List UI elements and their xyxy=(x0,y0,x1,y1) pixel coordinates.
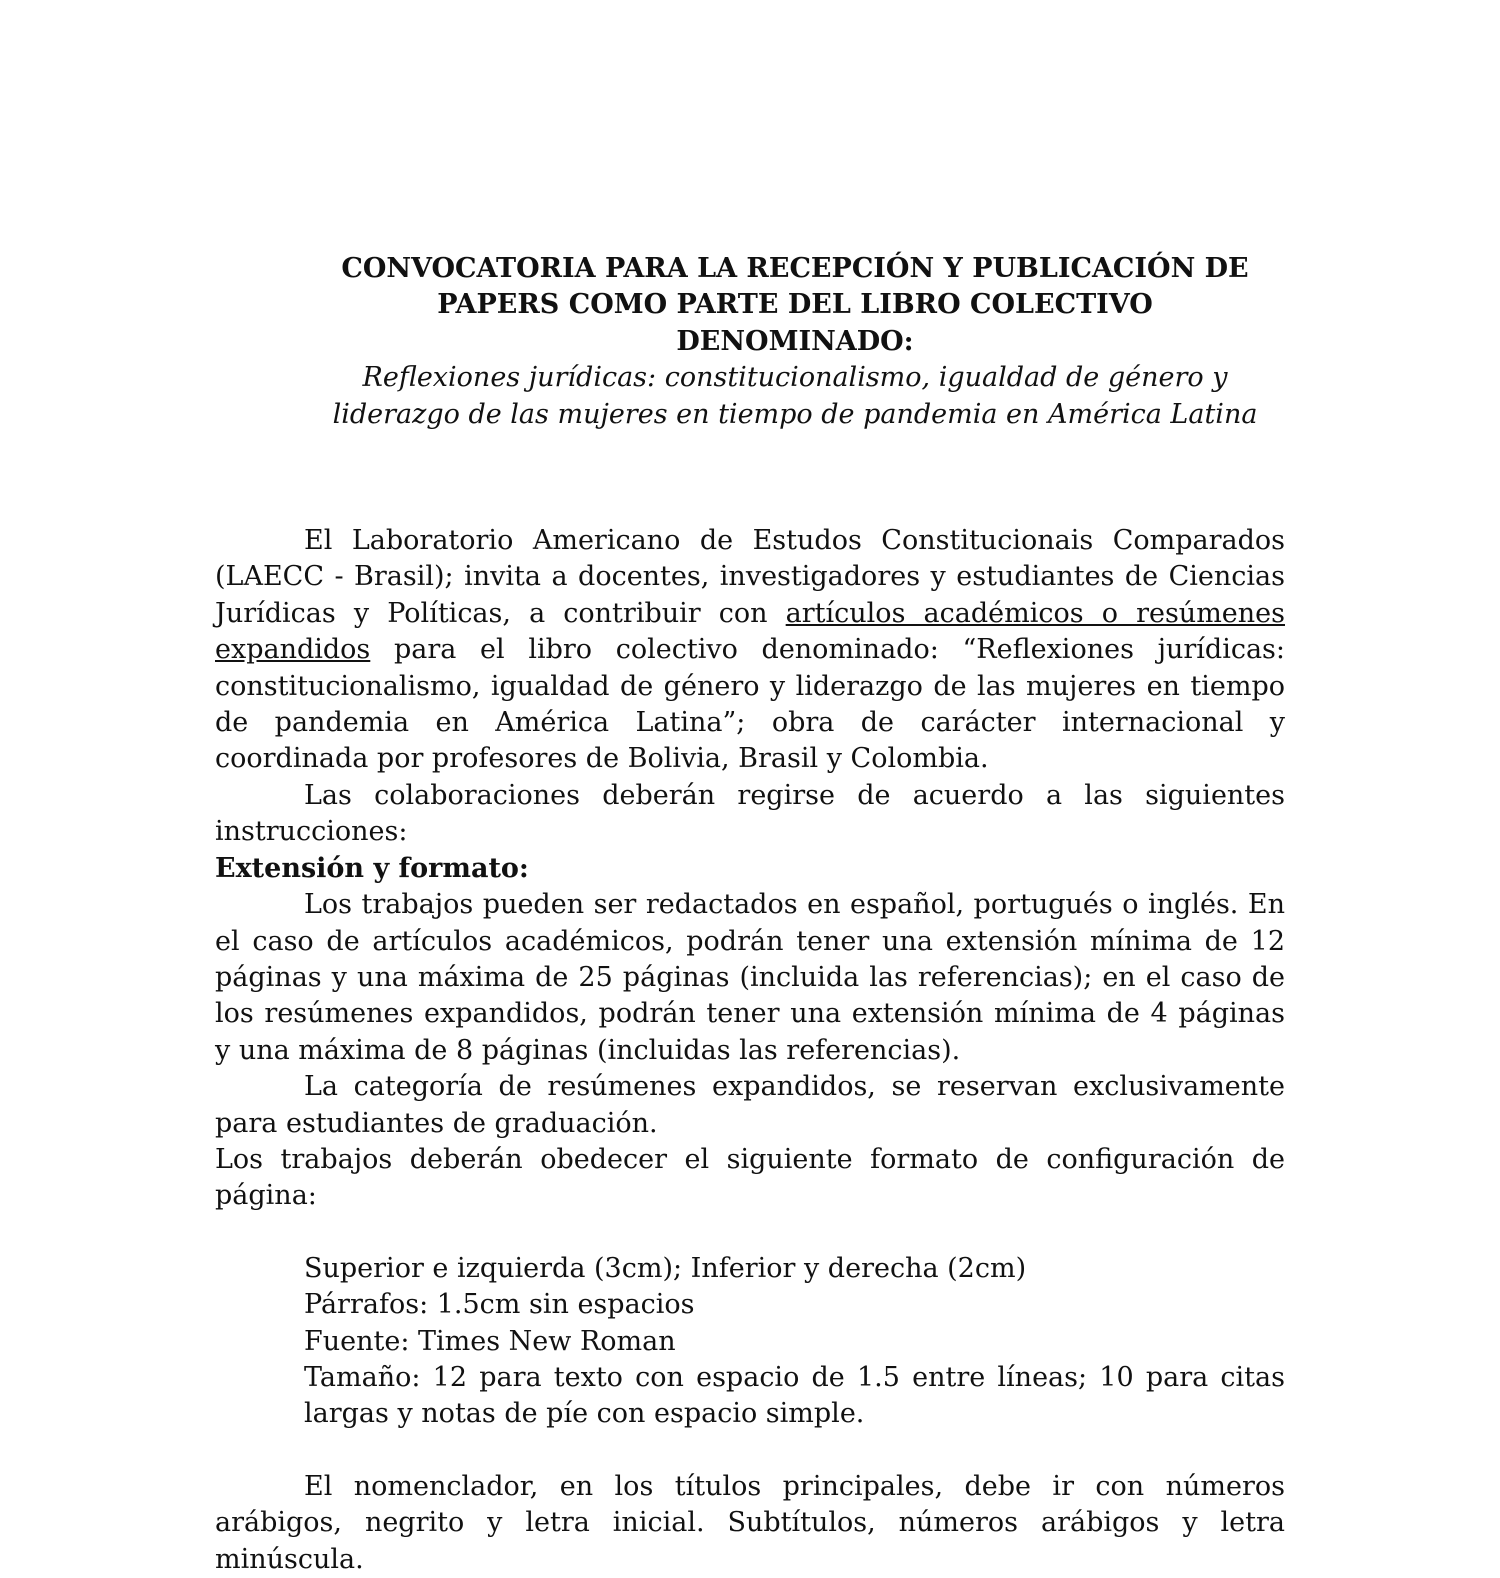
document-title xyxy=(305,251,1285,360)
document-subtitle xyxy=(305,360,1285,433)
expanded-abstracts-paragraph: La categoría de resúmenes expandidos, se reservan exclusivamente para estudiantes de graduación. xyxy=(215,1071,1285,1139)
page-format-paragraph: Los trabajos deberán obedecer el siguiente formato de configuración de página: xyxy=(215,1143,1285,1212)
nomenclature-paragraph: El nomenclador, en los títulos principales, debe ir con números arábigos, negrito y letra inicial. Subtítulos, números arábigos y letra minúscula. xyxy=(215,1470,1285,1575)
subtitle-line: Reflexiones jurídicas: constitucionalismo, igualdad de género y xyxy=(362,362,1228,394)
title-line: DENOMINADO: xyxy=(676,325,914,357)
spacer xyxy=(215,1433,1285,1469)
languages-length-paragraph: Los trabajos pueden ser redactados en español, portugués o inglés. En el caso de artículos académicos, podrán tener una extensión mínima de 12 páginas y una máxima de 25 páginas (incluida las referencias); en el caso de los resúmenes expandidos, podrán tener una extensión mínima de 4 páginas y una máxima de 8 páginas (incluidas las referencias). xyxy=(215,889,1285,1066)
title-line: CONVOCATORIA PARA LA RECEPCIÓN Y PUBLICACIÓN DE xyxy=(341,253,1249,284)
spacer xyxy=(215,1215,1285,1251)
title-line: PAPERS COMO PARTE DEL LIBRO COLECTIVO xyxy=(437,289,1153,321)
format-item: Párrafos: 1.5cm sin espacios xyxy=(304,1289,695,1321)
instructions-paragraph: Las colaboraciones deberán regirse de acuerdo a las siguientes instrucciones: xyxy=(215,779,1285,848)
intro-text-before: El Laboratorio Americano de Estudos Constitucionais Comparados (LAECC - Brasil); invita a docentes, investigadores y estudiantes de Ciencias Jurídicas y Políticas, a contribuir con xyxy=(215,525,1285,629)
intro-underlined-text: artículos académicos o resúmenes expandidos xyxy=(215,597,1285,666)
intro-text-after: para el libro colectivo denominado: “Reflexiones jurídicas: constitucionalismo, igualdad de género y liderazgo de las mujeres en tiempo de pandemia en América Latina”; obra de carácter internacional y coordinada por profesores de Bolivia, Brasil y Colombia. xyxy=(215,634,1285,775)
format-item: Superior e izquierda (3cm); Inferior y derecha (2cm) xyxy=(304,1252,1027,1284)
format-item: Tamaño: 12 para texto con espacio de 1.5 entre líneas; 10 para citas largas y notas de píe con espacio simple. xyxy=(304,1361,1285,1430)
document-body xyxy=(215,251,1285,1578)
subtitle-line: liderazgo de las mujeres en tiempo de pandemia en América Latina xyxy=(332,398,1258,430)
spacer xyxy=(215,433,1285,523)
section-heading-extension: Extensión y formato: xyxy=(215,852,529,884)
intro-paragraph xyxy=(215,523,1285,778)
format-item: Fuente: Times New Roman xyxy=(304,1325,676,1357)
format-list xyxy=(304,1251,1285,1433)
